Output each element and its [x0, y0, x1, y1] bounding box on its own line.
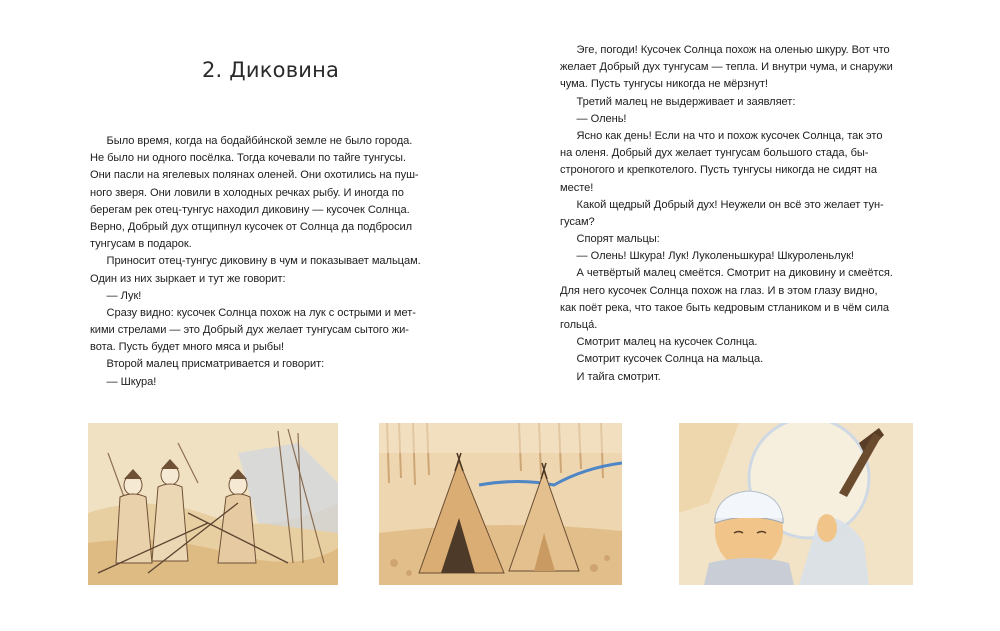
child-with-drum-illustration	[679, 423, 913, 585]
text-line: Верно, Добрый дух отщипнул кусочек от Солнца да подбросил	[90, 220, 413, 233]
text-line: ного зверя. Они ловили в холодных речках рыбу. И иногда по	[90, 186, 404, 199]
text-line: Сразу видно: кусочек Солнца похож на лук с острыми и мет-	[90, 306, 416, 319]
text-line: — Олень!	[560, 112, 627, 125]
text-line: строногого и крепкотелого. Пусть тунгусы никогда не сидят на	[560, 164, 877, 177]
three-archers-illustration	[88, 423, 338, 585]
left-text-column	[90, 133, 455, 391]
text-line: Второй малец присматривается и говорит:	[90, 358, 325, 371]
text-line: Не было ни одного посёлка. Тогда кочевали по тайге тунгусы.	[90, 152, 406, 165]
text-line: тунгусам в подарок.	[90, 238, 192, 251]
right-text-column	[560, 42, 920, 386]
text-line: Эге, погоди! Кусочек Солнца похож на оленью шкуру. Вот что	[560, 44, 890, 56]
text-line: Один из них зыркает и тут же говорит:	[90, 272, 286, 285]
text-line: — Шкура!	[90, 375, 157, 388]
text-line: Они пасли на ягелевых полянах оленей. Они охотились на пуш-	[90, 169, 419, 182]
text-line: Для него кусочек Солнца похож на глаз. И в этом глазу видно,	[560, 284, 878, 297]
text-line: гольца́.	[560, 319, 598, 331]
text-line: вота. Пусть будет много мяса и рыбы!	[90, 341, 285, 354]
text-line: — Лук!	[90, 289, 142, 302]
text-line: Смотрит кусочек Солнца на мальца.	[560, 353, 764, 366]
text-line: кими стрелами — это Добрый дух желает тунгусам сытого жи-	[90, 324, 409, 337]
text-line: Приносит отец-тунгус диковину в чум и показывает мальцам.	[90, 255, 421, 268]
tents-by-river-illustration	[379, 423, 622, 585]
text-line: Смотрит малец на кусочек Солнца.	[560, 336, 758, 349]
text-line: А четвёртый малец смеётся. Смотрит на диковину и смеётся.	[560, 267, 893, 280]
text-line: И тайга смотрит.	[560, 370, 661, 383]
text-line: месте!	[560, 181, 594, 194]
text-line: берегам рек отец-тунгус находил диковину — кусочек Солнца.	[90, 203, 410, 216]
text-line: Ясно как день! Если на что и похож кусочек Солнца, так это	[560, 129, 883, 142]
text-line: Третий малец не выдерживает и заявляет:	[560, 95, 796, 108]
text-line: гусам?	[560, 215, 595, 228]
text-line: на оленя. Добрый дух желает тунгусам большого стада, бы-	[560, 147, 869, 160]
text-line: Спорят мальцы:	[560, 233, 660, 246]
text-line: как поёт река, что такое быть кедровым стлаником и в чём сила	[560, 301, 890, 314]
text-line: Какой щедрый Добрый дух! Неужели он всё это желает тун-	[560, 198, 884, 211]
text-line: — Олень! Шкура! Лук! Луколеньшкура! Шкуроленьлук!	[560, 250, 854, 263]
text-line: чума. Пусть тунгусы никогда не мёрзнут!	[560, 78, 768, 91]
chapter-title: 2. Диковина	[202, 58, 340, 82]
text-line: Было время, когда на бодайби́нской земле не было города.	[90, 135, 413, 147]
text-line: желает Добрый дух тунгусам — тепла. И внутри чума, и снаружи	[560, 61, 893, 74]
